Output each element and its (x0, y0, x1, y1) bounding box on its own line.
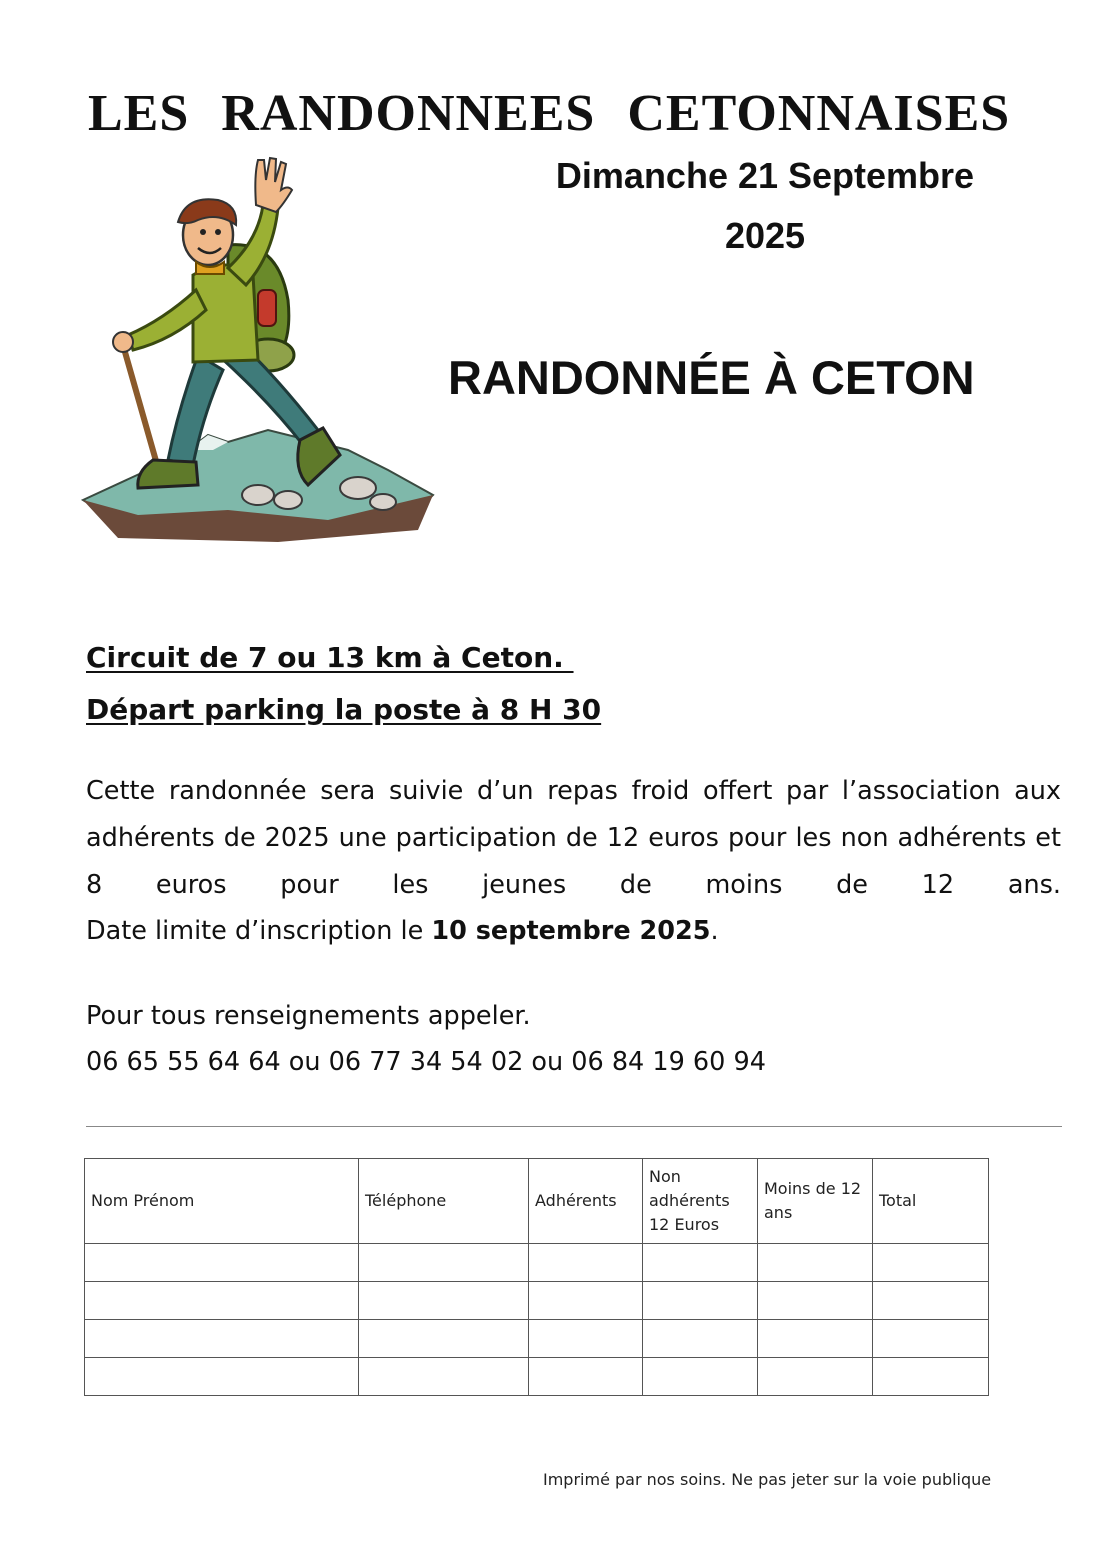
hand-wave (255, 158, 292, 212)
table-cell[interactable] (529, 1282, 643, 1320)
table-cell[interactable] (643, 1358, 758, 1396)
table-cell[interactable] (643, 1244, 758, 1282)
table-cell[interactable] (85, 1282, 359, 1320)
table-cell[interactable] (359, 1320, 529, 1358)
table-cell[interactable] (643, 1282, 758, 1320)
table-row (85, 1358, 989, 1396)
table-cell[interactable] (529, 1244, 643, 1282)
event-date: Dimanche 21 Septembre (555, 155, 975, 196)
circuit-info: Circuit de 7 ou 13 km à Ceton. (86, 641, 574, 674)
boot-back (138, 460, 198, 488)
table-cell[interactable] (873, 1320, 989, 1358)
table-header-row (85, 1159, 989, 1244)
table-cell[interactable] (529, 1358, 643, 1396)
contact-info (86, 993, 766, 1085)
organization-title: LES RANDONNEES CETONNAISES (88, 85, 1011, 142)
table-cell[interactable] (85, 1320, 359, 1358)
table-cell[interactable] (359, 1244, 529, 1282)
footer-note: Imprimé par nos soins. Ne pas jeter sur la voie publique (543, 1470, 992, 1489)
table-cell[interactable] (359, 1282, 529, 1320)
table-cell[interactable] (758, 1282, 873, 1320)
header-under-12: Moins de 12 ans (758, 1159, 873, 1244)
table-cell[interactable] (643, 1320, 758, 1358)
eye (200, 229, 206, 235)
event-description: Cette randonnée sera suivie d’un repas froid offert par l’association aux adhérents de 2025 une participation de 12 euros pour les non adhérents et 8 euros pour les jeunes de moins de 12 ans. (86, 776, 1061, 900)
table-cell[interactable] (529, 1320, 643, 1358)
bottle (258, 290, 276, 326)
table-row (85, 1282, 989, 1320)
header-non-members: Non adhérents 12 Euros (643, 1159, 758, 1244)
table-cell[interactable] (758, 1358, 873, 1396)
registration-deadline (86, 910, 719, 952)
event-date-block (500, 146, 1030, 266)
table-cell[interactable] (873, 1358, 989, 1396)
departure-info: Départ parking la poste à 8 H 30 (86, 693, 602, 726)
table-cell[interactable] (758, 1320, 873, 1358)
header-phone: Téléphone (359, 1159, 529, 1244)
table-cell[interactable] (873, 1244, 989, 1282)
table-cell[interactable] (873, 1282, 989, 1320)
hand-pole (113, 332, 133, 352)
table-cell[interactable] (359, 1358, 529, 1396)
header-name: Nom Prénom (85, 1159, 359, 1244)
table-row (85, 1244, 989, 1282)
table-cell[interactable] (758, 1244, 873, 1282)
table-row (85, 1320, 989, 1358)
header-members: Adhérents (529, 1159, 643, 1244)
registration-table (84, 1158, 989, 1396)
contact-prompt: Pour tous renseignements appeler. (86, 1001, 531, 1031)
divider (86, 1126, 1062, 1127)
hiker-icon (78, 150, 438, 545)
header-total: Total (873, 1159, 989, 1244)
event-year: 2025 (724, 215, 806, 256)
hiking-pole (123, 345, 160, 475)
deadline-prefix: Date limite d’inscription le (86, 916, 432, 946)
eye (215, 229, 221, 235)
deadline-date: 10 septembre 2025 (431, 916, 711, 946)
deadline-suffix: . (710, 916, 719, 946)
phone-numbers: 06 65 55 64 64 ou 06 77 34 54 02 ou 06 84 19 60 94 (86, 1047, 766, 1077)
table-cell[interactable] (85, 1244, 359, 1282)
event-title: RANDONNÉE À CETON (448, 351, 975, 404)
table-cell[interactable] (85, 1358, 359, 1396)
